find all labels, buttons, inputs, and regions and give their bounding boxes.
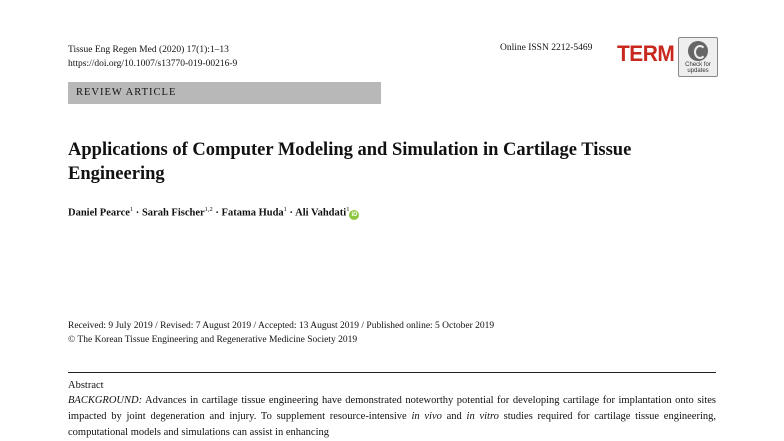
doi-link[interactable]: https://doi.org/10.1007/s13770-019-00216-9 xyxy=(68,59,238,69)
author-affiliation: 1,2 xyxy=(204,206,213,213)
article-title: Applications of Computer Modeling and Simulation in Cartilage Tissue Engineering xyxy=(68,140,632,184)
author-list xyxy=(68,206,359,220)
author-affiliation: 1 xyxy=(283,206,287,213)
term-logo: TERM xyxy=(617,41,675,66)
dates-line: Received: 9 July 2019 / Revised: 7 August 2019 / Accepted: 13 August 2019 / Published online: 5 October 2019 xyxy=(68,321,495,331)
publication-dates xyxy=(68,319,494,347)
orcid-icon[interactable]: iD xyxy=(351,211,358,218)
author-affiliation: 1 xyxy=(346,206,350,213)
abstract-heading: Abstract xyxy=(68,380,104,391)
abstract-segment: Advances in cartilage tissue engineering have demonstrated noteworthy potential for developing cartilage for implantation onto sites impacted by joint degeneration and injury. To supplement resource-intensive xyxy=(68,395,716,422)
journal-citation xyxy=(68,43,237,71)
abstract-segment: and xyxy=(441,411,467,422)
author-affiliation: 1 xyxy=(129,206,134,213)
author-name[interactable]: Ali Vahdati xyxy=(295,207,347,219)
author-separator: · xyxy=(289,207,294,219)
check-updates-icon xyxy=(688,41,708,61)
check-for-updates-badge[interactable] xyxy=(678,37,718,77)
abstract-segment: studies required for cartilage tissue engineering, computational models and simulations can assist in enhancing xyxy=(68,411,716,438)
author-name[interactable]: Daniel Pearce xyxy=(68,207,130,219)
abstract-emphasis: in vivo xyxy=(411,411,442,422)
copyright-line: © The Korean Tissue Engineering and Regenerative Medicine Society 2019 xyxy=(68,335,358,345)
article-type-banner: REVIEW ARTICLE xyxy=(68,82,381,104)
abstract-emphasis: in vitro xyxy=(466,411,499,422)
section-divider xyxy=(68,372,716,373)
issn: Online ISSN 2212-5469 xyxy=(500,43,593,53)
author-separator: · xyxy=(135,207,140,219)
check-updates-label: Check for updates xyxy=(685,62,711,74)
journal-line: Tissue Eng Regen Med (2020) 17(1):1–13 xyxy=(68,45,229,55)
abstract-background-label: BACKGROUND: xyxy=(68,395,143,406)
author-name[interactable]: Fatama Huda xyxy=(221,207,284,219)
author-separator: · xyxy=(215,207,219,219)
abstract-text xyxy=(68,393,716,441)
author-name[interactable]: Sarah Fischer xyxy=(141,207,205,219)
